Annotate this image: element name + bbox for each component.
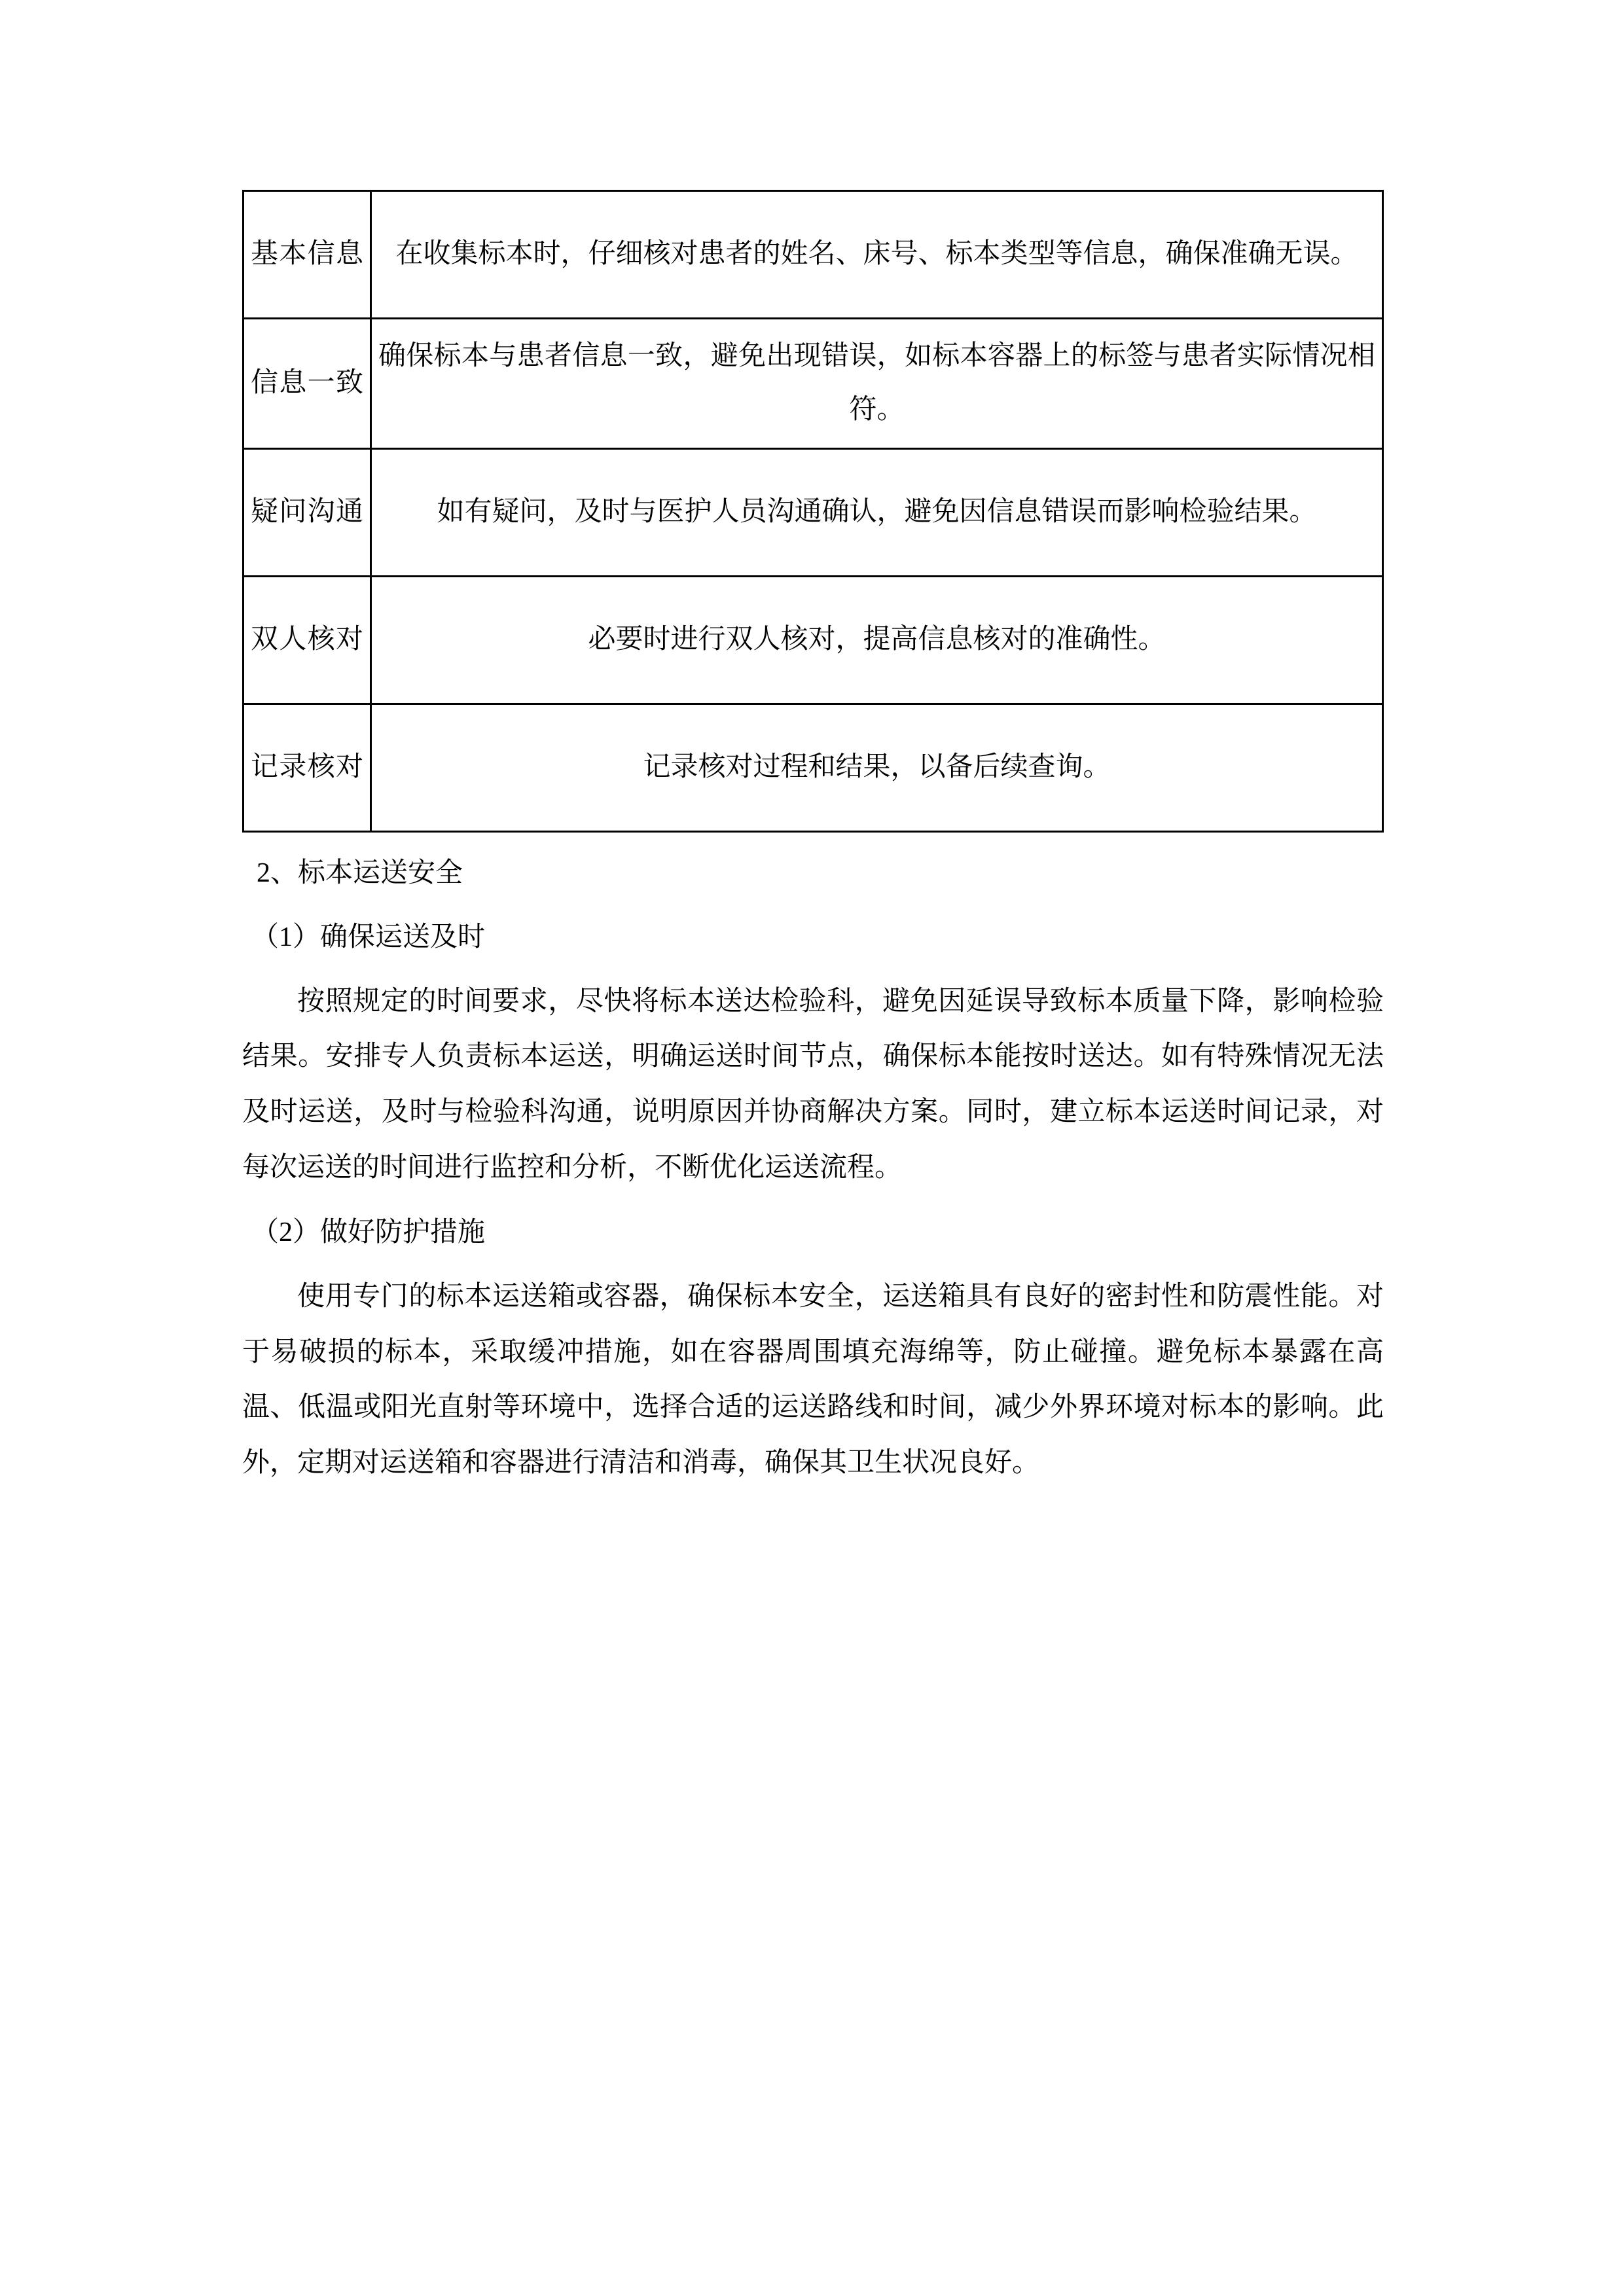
table-row bbox=[244, 191, 1383, 319]
table-row bbox=[244, 576, 1383, 704]
table-row bbox=[244, 448, 1383, 576]
table-cell-body bbox=[371, 704, 1383, 831]
table-cell-label bbox=[244, 704, 371, 831]
table-row bbox=[244, 704, 1383, 831]
row-label-text: 信息一致 bbox=[251, 367, 363, 398]
table-cell-body bbox=[371, 448, 1383, 576]
row-body-text: 确保标本与患者信息一致，避免出现错误，如标本容器上的标签与患者实际情况相符。 bbox=[378, 341, 1375, 425]
section-protective-measures bbox=[242, 1206, 1384, 1491]
subsection-body: 按照规定的时间要求，尽快将标本送达检验科，避免因延误导致标本质量下降，影响检验结果。安排专人负责标本运送，明确运送时间节点，确保标本能按时送达。如有特殊情况无法及时运送，及时与检验科沟通，说明原因并协商解决方案。同时，建立标本运送时间记录，对每次运送的时间进行监控和分析，不断优化运送流程。 bbox=[242, 986, 1384, 1183]
row-body-text: 在收集标本时，仔细核对患者的姓名、床号、标本类型等信息，确保准确无误。 bbox=[395, 239, 1358, 270]
table-row bbox=[244, 319, 1383, 449]
row-label-text: 疑问沟通 bbox=[251, 496, 363, 527]
subsection-body: 使用专门的标本运送箱或容器，确保标本安全，运送箱具有良好的密封性和防震性能。对于易破损的标本，采取缓冲措施，如在容器周围填充海绵等，防止碰撞。避免标本暴露在高温、低温或阳光直射等环境中，选择合适的运送路线和时间，减少外界环境对标本的影响。此外，定期对运送箱和容器进行清洁和消毒，确保其卫生状况良好。 bbox=[242, 1281, 1384, 1479]
table-cell-label bbox=[244, 576, 371, 704]
row-label-text: 基本信息 bbox=[251, 239, 363, 270]
table-cell-body bbox=[371, 319, 1383, 449]
subsection-heading: （2）做好防护措施 bbox=[251, 1217, 486, 1247]
checklist-table bbox=[242, 190, 1384, 833]
row-body-text: 必要时进行双人核对，提高信息核对的准确性。 bbox=[588, 624, 1166, 655]
table-cell-label bbox=[244, 448, 371, 576]
row-label-text: 双人核对 bbox=[251, 624, 363, 655]
subsection-heading: （1）确保运送及时 bbox=[251, 922, 486, 952]
page-content bbox=[242, 190, 1384, 1491]
section-transport-safety bbox=[242, 847, 1384, 1196]
row-label-text: 记录核对 bbox=[251, 751, 363, 782]
section-heading: 2、标本运送安全 bbox=[257, 857, 463, 888]
row-body-text: 记录核对过程和结果，以备后续查询。 bbox=[643, 751, 1111, 782]
table-cell-body bbox=[371, 576, 1383, 704]
table-cell-label bbox=[244, 319, 371, 449]
row-body-text: 如有疑问，及时与医护人员沟通确认，避免因信息错误而影响检验结果。 bbox=[437, 496, 1317, 527]
table-cell-label bbox=[244, 191, 371, 319]
table-cell-body bbox=[371, 191, 1383, 319]
table-body bbox=[244, 191, 1383, 832]
